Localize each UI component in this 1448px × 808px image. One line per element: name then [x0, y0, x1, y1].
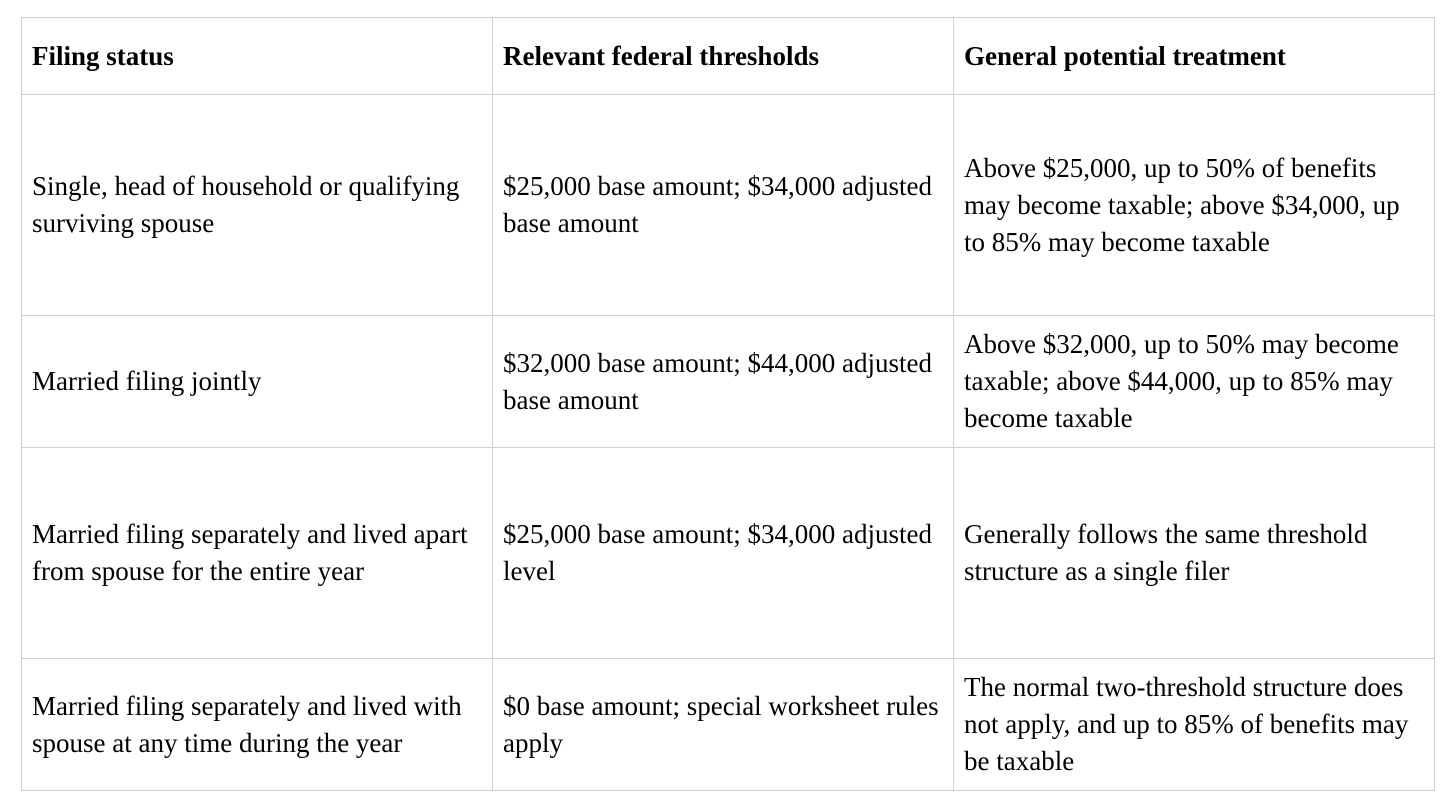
header-federal-thresholds: Relevant federal thresholds	[493, 18, 954, 95]
cell-federal-thresholds: $0 base amount; special worksheet rules apply	[493, 659, 954, 791]
cell-potential-treatment: Generally follows the same threshold structure as a single filer	[954, 448, 1435, 659]
table-row	[22, 95, 1435, 316]
cell-filing-status: Married filing separately and lived apart from spouse for the entire year	[22, 448, 493, 659]
table-row	[22, 448, 1435, 659]
table-header-row	[22, 18, 1435, 95]
cell-potential-treatment: Above $32,000, up to 50% may become taxable; above $44,000, up to 85% may become taxable	[954, 316, 1435, 448]
cell-potential-treatment: The normal two-threshold structure does not apply, and up to 85% of benefits may be taxable	[954, 659, 1435, 791]
cell-potential-treatment: Above $25,000, up to 50% of benefits may become taxable; above $34,000, up to 85% may become taxable	[954, 95, 1435, 316]
table-row	[22, 316, 1435, 448]
cell-filing-status: Married filing jointly	[22, 316, 493, 448]
cell-filing-status: Married filing separately and lived with spouse at any time during the year	[22, 659, 493, 791]
cell-federal-thresholds: $25,000 base amount; $34,000 adjusted base amount	[493, 95, 954, 316]
table-row	[22, 659, 1435, 791]
cell-federal-thresholds: $25,000 base amount; $34,000 adjusted level	[493, 448, 954, 659]
cell-filing-status: Single, head of household or qualifying surviving spouse	[22, 95, 493, 316]
header-potential-treatment: General potential treatment	[954, 18, 1435, 95]
filing-status-table	[21, 17, 1435, 791]
cell-federal-thresholds: $32,000 base amount; $44,000 adjusted base amount	[493, 316, 954, 448]
header-filing-status: Filing status	[22, 18, 493, 95]
